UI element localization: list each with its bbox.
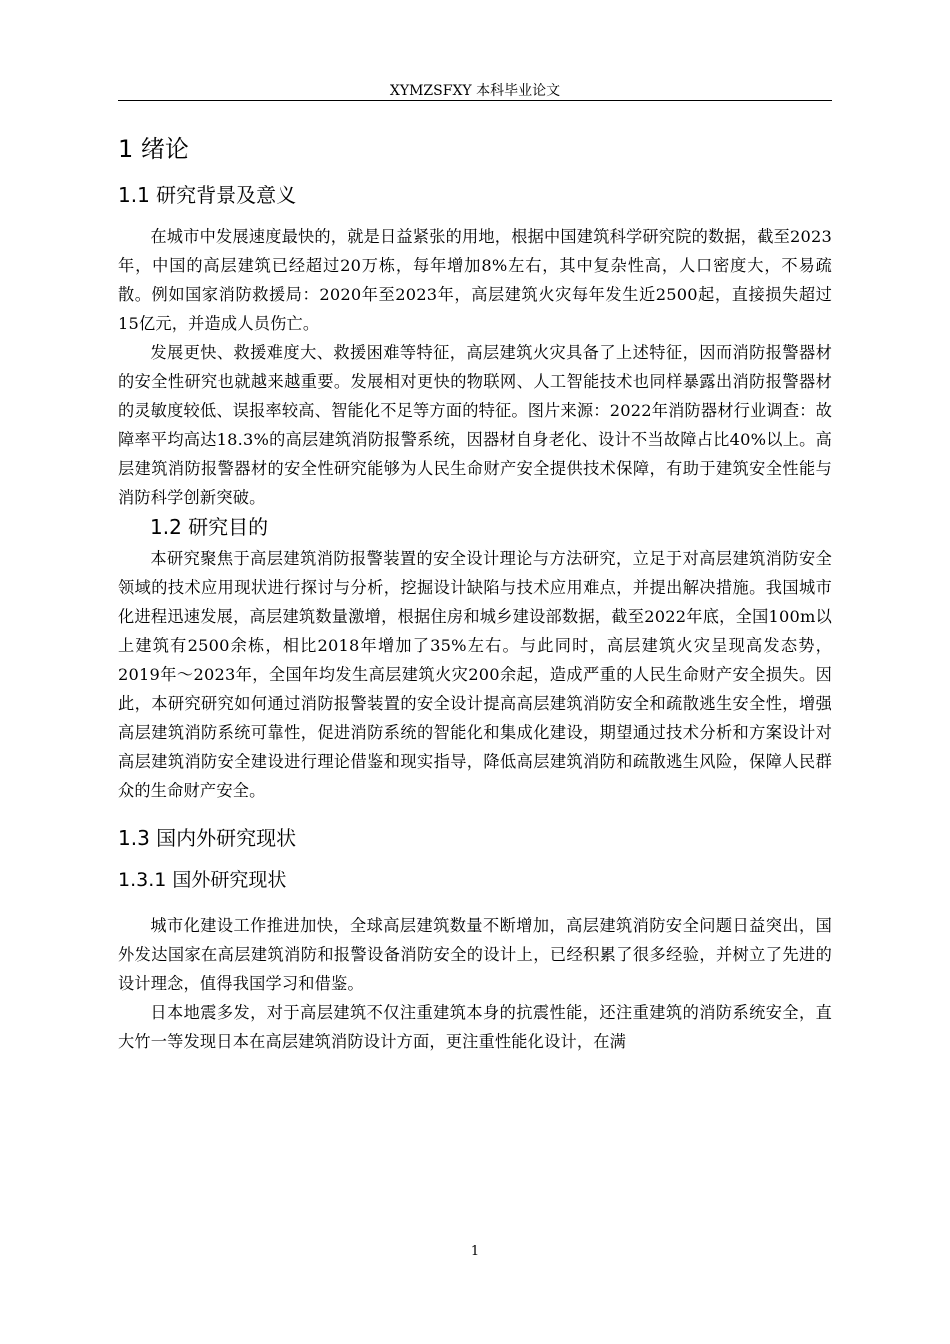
chapter-title: 1 绪论 (118, 135, 189, 163)
paragraph: 日本地震多发，对于高层建筑不仅注重建筑本身的抗震性能，还注重建筑的消防系统安全，直大竹一等发现日本在高层建筑消防设计方面，更注重性能化设计，在满 (118, 1003, 832, 1051)
running-header: XYMZSFXY 本科毕业论文 (389, 83, 561, 99)
subsection-title-1-3-1: 1.3.1 国外研究现状 (118, 869, 287, 891)
paragraph: 本研究聚焦于高层建筑消防报警装置的安全设计理论与方法研究，立足于对高层建筑消防安全领域的技术应用现状进行探讨与分析，挖掘设计缺陷与技术应用难点，并提出解决措施。我国城市化进程迅速发展，高层建筑数量激增，根据住房和城乡建设部数据，截至2022年底，全国100m以上建筑有2500余栋，相比2018年增加了35%左右。与此同时，高层建筑火灾呈现高发态势，2019年～2023年，全国年均发生高层建筑火灾200余起，造成严重的人民生命财产安全损失。因此，本研究研究如何通过消防报警装置的安全设计提高高层建筑消防安全和疏散逃生安全性，增强高层建筑消防系统可靠性，促进消防系统的智能化和集成化建设，期望通过技术分析和方案设计对高层建筑消防安全建设进行理论借鉴和现实指导，降低高层建筑消防和疏散逃生风险，保障人民群众的生命财产安全。 (118, 549, 832, 800)
page-body (118, 132, 832, 1056)
section-title-1-3: 1.3 国内外研究现状 (118, 826, 297, 850)
page-number: 1 (470, 1244, 480, 1259)
header-rule (118, 100, 832, 101)
paragraph: 发展更快、救援难度大、救援困难等特征，高层建筑火灾具备了上述特征，因而消防报警器材的安全性研究也就越来越重要。发展相对更快的物联网、人工智能技术也同样暴露出消防报警器材的灵敏度较低、误报率较高、智能化不足等方面的特征。图片来源：2022年消防器材行业调查：故障率平均高达18.3%的高层建筑消防报警系统，因器材自身老化、设计不当故障占比40%以上。高层建筑消防报警器材的安全性研究能够为人民生命财产安全提供技术保障，有助于建筑安全性能与消防科学创新突破。 (118, 343, 832, 507)
section-title-1-1: 1.1 研究背景及意义 (118, 183, 297, 207)
paragraph: 城市化建设工作推进加快，全球高层建筑数量不断增加，高层建筑消防安全问题日益突出，国外发达国家在高层建筑消防和报警设备消防安全的设计上，已经积累了很多经验，并树立了先进的设计理念，值得我国学习和借鉴。 (118, 916, 832, 993)
paragraph: 在城市中发展速度最快的，就是日益紧张的用地，根据中国建筑科学研究院的数据，截至2023年，中国的高层建筑已经超过20万栋，每年增加8%左右，其中复杂性高，人口密度大，不易疏散。例如国家消防救援局：2020年至2023年，高层建筑火灾每年发生近2500起，直接损失超过15亿元，并造成人员伤亡。 (118, 227, 832, 333)
section-title-1-2: 1.2 研究目的 (150, 515, 269, 539)
